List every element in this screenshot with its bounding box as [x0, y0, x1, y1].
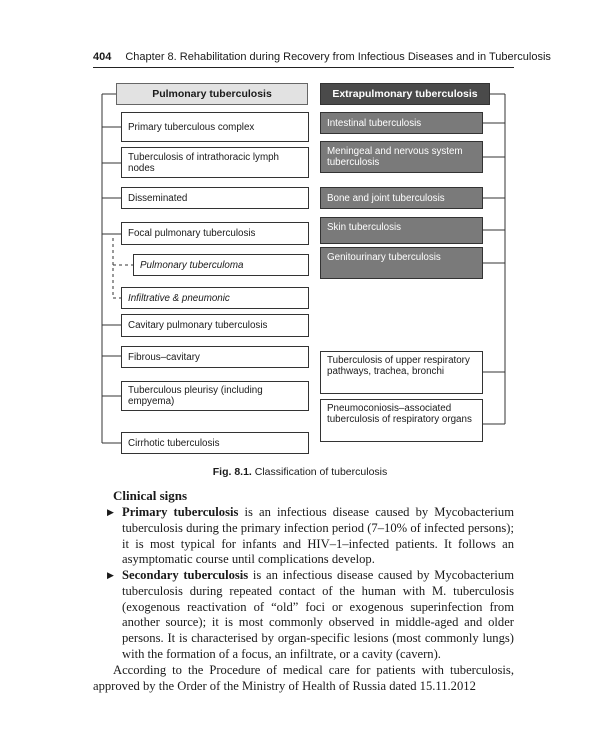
bullet-lead: Secondary tuberculosis	[122, 568, 249, 582]
triangle-bullet-icon: ▶	[107, 507, 114, 517]
figure-caption	[0, 466, 600, 478]
box-skin: Skin tuberculosis	[320, 217, 483, 244]
bullet-text: is an infectious disease caused by Mycobacterium tuberculosis during the primary infection period (7–10% of infected persons); it is most typical for infants and HIV–1–infected patients. It follows an asymptomatic course until complications develop.	[122, 505, 514, 567]
box-cavitary: Cavitary pulmonary tuberculosis	[121, 314, 309, 337]
box-genitourinary: Genitourinary tuberculosis	[320, 247, 483, 279]
box-fibrous-cavitary: Fibrous–cavitary	[121, 346, 309, 368]
bullet-text: is an infectious disease caused by Mycobacterium tuberculosis during repeated contact of the human with M. tuberculosis (exogenous reactivation of “old” foci or exogenous superinfection from another source); it is most commonly observed in middle-aged and older persons. It is characterised by organ-specific lesions (most commonly lungs) with the formation of a focus, an infiltrate, or a cavity (cavern).	[122, 568, 514, 661]
bullet-item	[107, 505, 514, 568]
box-primary-complex: Primary tuberculous complex	[121, 112, 309, 142]
section-heading: Clinical signs	[113, 488, 188, 503]
triangle-bullet-icon: ▶	[107, 570, 114, 580]
chapter-title: Chapter 8. Rehabilitation during Recovery from Infectious Diseases and in Tuberculosis	[125, 51, 551, 63]
box-disseminated: Disseminated	[121, 187, 309, 209]
box-cirrhotic: Cirrhotic tuberculosis	[121, 432, 309, 454]
box-meningeal: Meningeal and nervous system tuberculosis	[320, 141, 483, 173]
box-intrathoracic: Tuberculosis of intrathoracic lymph nodes	[121, 147, 309, 178]
box-focal: Focal pulmonary tuberculosis	[121, 222, 309, 245]
box-upper-respiratory: Tuberculosis of upper respiratory pathways, trachea, bronchi	[320, 351, 483, 394]
page-number: 404	[93, 51, 112, 63]
pulmonary-header: Pulmonary tuberculosis	[116, 83, 308, 105]
box-pneumoconiosis: Pneumoconiosis–associated tuberculosis of respiratory organs	[320, 399, 483, 442]
box-bone-joint: Bone and joint tuberculosis	[320, 187, 483, 209]
box-pleurisy: Tuberculous pleurisy (including empyema)	[121, 381, 309, 411]
extrapulmonary-header: Extrapulmonary tuberculosis	[320, 83, 490, 105]
bullet-lead: Primary tuberculosis	[122, 505, 239, 519]
closing-paragraph: According to the Procedure of medical care for patients with tuberculosis, approved by the Order of the Ministry of Health of Russia dated 15.11.2012	[93, 663, 514, 693]
bullet-item	[107, 568, 514, 663]
box-intestinal: Intestinal tuberculosis	[320, 112, 483, 134]
box-infiltrative: Infiltrative & pneumonic	[121, 287, 309, 309]
box-tuberculoma: Pulmonary tuberculoma	[133, 254, 309, 276]
figure-label: Fig. 8.1.	[212, 466, 252, 478]
figure-caption-text: Classification of tuberculosis	[254, 466, 388, 478]
